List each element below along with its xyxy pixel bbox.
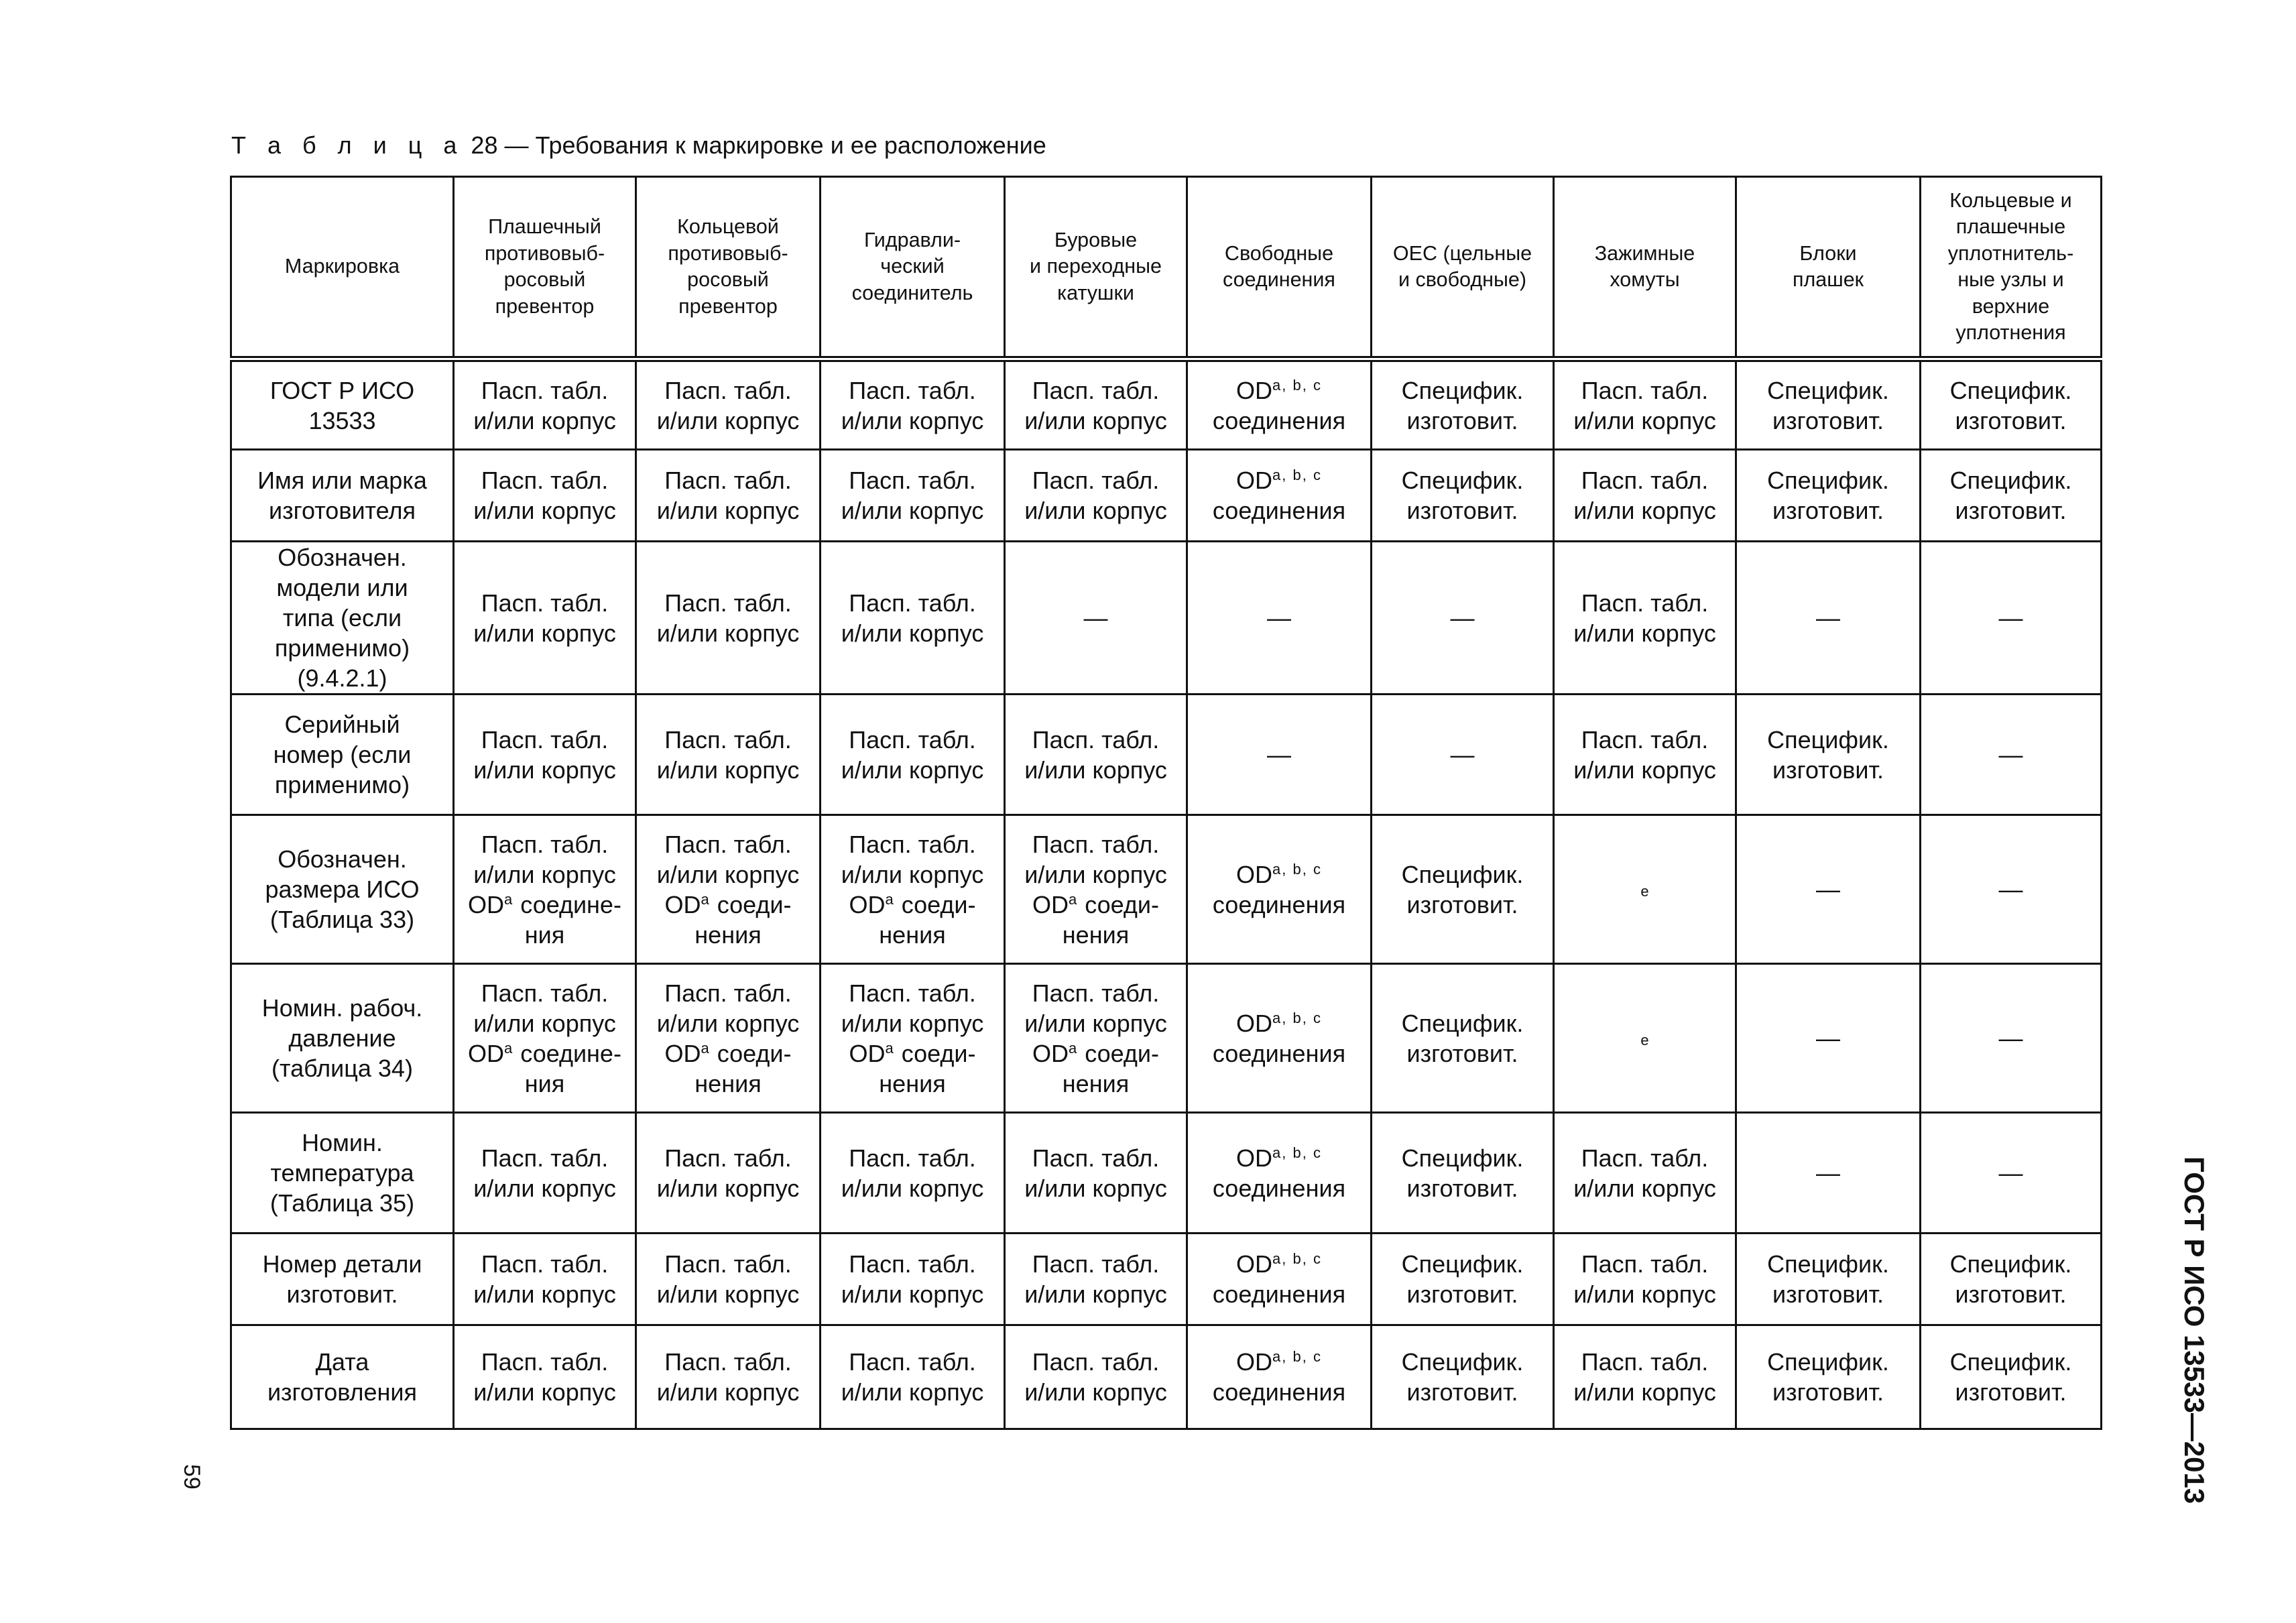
cell-text: Пасп. табл. и/или корпус OD [1024, 979, 1167, 1067]
table-cell: Специфик. изготовит. [1921, 450, 2102, 542]
page-number: 59 [179, 1464, 204, 1490]
table-cell: Пасп. табл. и/или корпус [821, 450, 1005, 542]
table-cell: Специфик. изготовит. [1372, 964, 1554, 1113]
cell-text: соеди- нения [879, 1039, 976, 1097]
table-cell: — [1005, 542, 1187, 695]
footnote-superscript: a [701, 1039, 711, 1057]
table-cell: Пасп. табл. и/или корпус [636, 1325, 821, 1429]
footnote-mark: e [1640, 1031, 1649, 1048]
footnote-superscript: a [1068, 1039, 1079, 1057]
marking-requirements-table [230, 176, 2102, 1430]
cell-text: OD [1236, 860, 1273, 888]
footnote-superscript: a [885, 1039, 895, 1057]
table-cell: Пасп. табл. и/или корпус [454, 1113, 636, 1234]
table-body [231, 359, 2102, 1429]
document-side-title: ГОСТ Р ИСО 13533—2013 [2179, 1156, 2210, 1504]
table-row [231, 359, 2102, 450]
table-cell: — [1372, 695, 1554, 815]
row-label: Обозначен. размера ИСО (Таблица 33) [231, 815, 454, 964]
cell-text: OD [1236, 1144, 1273, 1172]
table-row [231, 1325, 2102, 1429]
cell-text: Пасп. табл. и/или корпус OD [841, 830, 984, 918]
cell-text: соеди- нения [1062, 890, 1159, 949]
row-label: Номер детали изготовит. [231, 1234, 454, 1325]
table-cell [636, 964, 821, 1113]
table-cell: Пасп. табл. и/или корпус [821, 359, 1005, 450]
cell-text: соединения [1212, 1280, 1346, 1308]
table-cell: Пасп. табл. и/или корпус [1005, 695, 1187, 815]
cell-text: OD [1236, 1250, 1273, 1278]
table-cell: Пасп. табл. и/или корпус [1554, 1325, 1736, 1429]
cell-text: OD [1236, 1348, 1273, 1376]
table-cell [1187, 964, 1372, 1113]
table-cell: Пасп. табл. и/или корпус [821, 1234, 1005, 1325]
table-cell [821, 964, 1005, 1113]
table-cell: Специфик. изготовит. [1736, 359, 1921, 450]
table-cell: Специфик. изготовит. [1372, 359, 1554, 450]
cell-text: соеди- нения [694, 1039, 792, 1097]
table-cell: Пасп. табл. и/или корпус [1005, 1113, 1187, 1234]
cell-text: OD [1236, 1009, 1273, 1037]
table-cell: Пасп. табл. и/или корпус [1554, 1113, 1736, 1234]
table-cell [1554, 964, 1736, 1113]
table-cell: Пасп. табл. и/или корпус [821, 1325, 1005, 1429]
cell-text: соединения [1212, 890, 1346, 918]
row-label: Номин. рабоч. давление (таблица 34) [231, 964, 454, 1113]
table-cell [1005, 964, 1187, 1113]
table-row [231, 450, 2102, 542]
row-label: Серийный номер (если применимо) [231, 695, 454, 815]
table-cell: Пасп. табл. и/или корпус [636, 695, 821, 815]
cell-text: Пасп. табл. и/или корпус OD [841, 979, 984, 1067]
cell-text: соедине- ния [520, 890, 621, 949]
table-cell: Пасп. табл. и/или корпус [821, 1113, 1005, 1234]
table-cell: Специфик. изготовит. [1372, 1234, 1554, 1325]
row-label: Номин. температура (Таблица 35) [231, 1113, 454, 1234]
table-cell: Пасп. табл. и/или корпус [1554, 359, 1736, 450]
table-cell: — [1372, 542, 1554, 695]
table-cell: Специфик. изготовит. [1736, 695, 1921, 815]
table-header [231, 177, 2102, 359]
table-cell: Пасп. табл. и/или корпус [1554, 450, 1736, 542]
cell-text: Пасп. табл. и/или корпус OD [656, 830, 800, 918]
table-cell: — [1921, 964, 2102, 1113]
cell-text: соединения [1212, 1039, 1346, 1067]
table-cell: Пасп. табл. и/или корпус [636, 450, 821, 542]
cell-text: соеди- нения [694, 890, 792, 949]
column-header: Маркировка [231, 177, 454, 359]
cell-text: Пасп. табл. и/или корпус OD [468, 830, 616, 918]
column-header: Плашечный противовыб- росовый превентор [454, 177, 636, 359]
table-cell: Пасп. табл. и/или корпус [1554, 695, 1736, 815]
table-cell: Пасп. табл. и/или корпус [636, 1113, 821, 1234]
table-cell: Пасп. табл. и/или корпус [1005, 1325, 1187, 1429]
table-cell: Специфик. изготовит. [1921, 1234, 2102, 1325]
table-cell: — [1921, 815, 2102, 964]
table-cell: Специфик. изготовит. [1372, 1113, 1554, 1234]
footnote-superscript: a, b, c [1272, 1250, 1322, 1267]
column-header: Зажимные хомуты [1554, 177, 1736, 359]
row-label: Имя или марка изготовителя [231, 450, 454, 542]
table-cell: Пасп. табл. и/или корпус [636, 1234, 821, 1325]
table-cell: — [1736, 815, 1921, 964]
cell-text: соеди- нения [1062, 1039, 1159, 1097]
table-cell: Пасп. табл. и/или корпус [454, 450, 636, 542]
cell-text: соединения [1212, 497, 1346, 524]
table-cell: Пасп. табл. и/или корпус [821, 695, 1005, 815]
caption-label: Т а б л и ц а [231, 131, 465, 159]
cell-text: соедине- ния [520, 1039, 621, 1097]
table-cell [1554, 815, 1736, 964]
table-cell [1187, 815, 1372, 964]
table-cell [1005, 815, 1187, 964]
table-cell: Пасп. табл. и/или корпус [1005, 359, 1187, 450]
table-cell: Пасп. табл. и/или корпус [1554, 1234, 1736, 1325]
table-cell: Специфик. изготовит. [1372, 450, 1554, 542]
table-cell: Пасп. табл. и/или корпус [636, 542, 821, 695]
table-row [231, 1234, 2102, 1325]
table-cell: — [1187, 542, 1372, 695]
row-label: ГОСТ Р ИСО 13533 [231, 359, 454, 450]
table-cell: Специфик. изготовит. [1736, 1325, 1921, 1429]
column-header: Блоки плашек [1736, 177, 1921, 359]
table-row [231, 542, 2102, 695]
footnote-superscript: a [1068, 890, 1079, 908]
cell-text: соеди- нения [879, 890, 976, 949]
table-cell: Пасп. табл. и/или корпус [821, 542, 1005, 695]
table-cell: — [1921, 695, 2102, 815]
footnote-superscript: a [701, 890, 711, 908]
footnote-superscript: a [885, 890, 895, 908]
table-cell [1187, 1325, 1372, 1429]
table-cell: — [1736, 964, 1921, 1113]
header-row [231, 177, 2102, 359]
table-cell: Пасп. табл. и/или корпус [454, 359, 636, 450]
table-cell: — [1921, 1113, 2102, 1234]
footnote-superscript: a, b, c [1272, 1348, 1322, 1365]
table-cell: Специфик. изготовит. [1736, 450, 1921, 542]
table-cell [454, 964, 636, 1113]
table-cell [1187, 1234, 1372, 1325]
footnote-superscript: a [504, 890, 514, 908]
table-cell [821, 815, 1005, 964]
row-label: Дата изготовления [231, 1325, 454, 1429]
cell-text: соединения [1212, 1174, 1346, 1202]
footnote-superscript: a, b, c [1272, 376, 1322, 394]
cell-text: Пасп. табл. и/или корпус OD [468, 979, 616, 1067]
table-cell: Специфик. изготовит. [1736, 1234, 1921, 1325]
column-header: Кольцевой противовыб- росовый превентор [636, 177, 821, 359]
cell-text: OD [1236, 467, 1273, 494]
table-cell [1187, 1113, 1372, 1234]
table-cell: Специфик. изготовит. [1372, 1325, 1554, 1429]
cell-text: соединения [1212, 1378, 1346, 1406]
table-row [231, 1113, 2102, 1234]
table-cell [1187, 359, 1372, 450]
table-caption [231, 131, 1046, 160]
table-cell: Пасп. табл. и/или корпус [1554, 542, 1736, 695]
cell-text: Пасп. табл. и/или корпус OD [656, 979, 800, 1067]
table-cell: — [1921, 542, 2102, 695]
table-cell: Пасп. табл. и/или корпус [1005, 1234, 1187, 1325]
footnote-mark: e [1640, 882, 1649, 900]
cell-text: Пасп. табл. и/или корпус OD [1024, 830, 1167, 918]
table-cell [454, 815, 636, 964]
table-cell: — [1736, 542, 1921, 695]
column-header: Кольцевые и плашечные уплотнитель- ные узлы и верхние уплотнения [1921, 177, 2102, 359]
footnote-superscript: a, b, c [1272, 1009, 1322, 1026]
table-cell: Пасп. табл. и/или корпус [1005, 450, 1187, 542]
row-label: Обозначен. модели или типа (если применимо) (9.4.2.1) [231, 542, 454, 695]
column-header: ОЕС (цельные и свободные) [1372, 177, 1554, 359]
table-cell: Пасп. табл. и/или корпус [454, 542, 636, 695]
table-cell: Пасп. табл. и/или корпус [454, 1234, 636, 1325]
cell-text: OD [1236, 376, 1273, 404]
footnote-superscript: a [504, 1039, 514, 1057]
table-cell [636, 815, 821, 964]
column-header: Гидравли- ческий соединитель [821, 177, 1005, 359]
table-cell: — [1187, 695, 1372, 815]
table-row [231, 964, 2102, 1113]
footnote-superscript: a, b, c [1272, 467, 1322, 483]
caption-text: 28 — Требования к маркировке и ее расположение [471, 131, 1046, 159]
footnote-superscript: a, b, c [1272, 1144, 1322, 1161]
column-header: Буровые и переходные катушки [1005, 177, 1187, 359]
table-cell: — [1736, 1113, 1921, 1234]
table-cell: Пасп. табл. и/или корпус [636, 359, 821, 450]
cell-text: соединения [1212, 406, 1346, 434]
table-cell: Специфик. изготовит. [1921, 359, 2102, 450]
table-cell: Пасп. табл. и/или корпус [454, 695, 636, 815]
table-cell: Специфик. изготовит. [1921, 1325, 2102, 1429]
table-row [231, 695, 2102, 815]
table-row [231, 815, 2102, 964]
footnote-superscript: a, b, c [1272, 860, 1322, 878]
column-header: Свободные соединения [1187, 177, 1372, 359]
table-cell: Пасп. табл. и/или корпус [454, 1325, 636, 1429]
table-cell: Специфик. изготовит. [1372, 815, 1554, 964]
table-cell [1187, 450, 1372, 542]
